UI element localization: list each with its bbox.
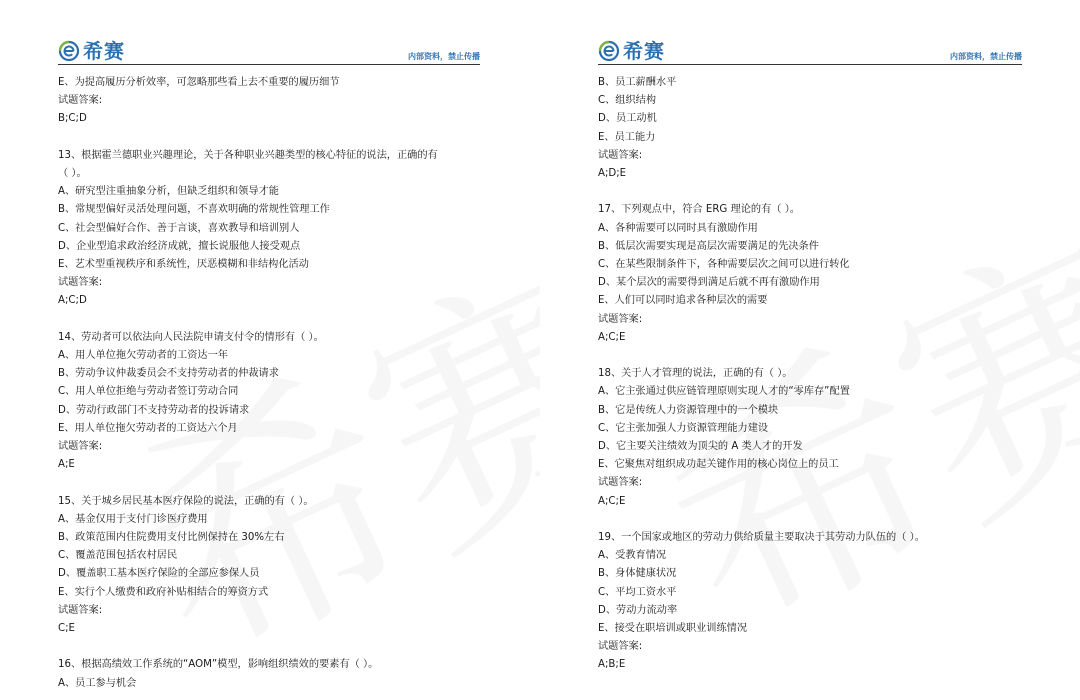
text-line: B、劳动争议仲裁委员会不支持劳动者的仲裁请求 [58, 368, 279, 380]
xisai-logo-icon [598, 40, 620, 62]
logo-text: 希赛 [83, 39, 125, 63]
text-line: A;D;E [598, 168, 627, 180]
text-line: A、员工参与机会 [58, 677, 137, 689]
text-line: B、员工薪酬水平 [598, 77, 677, 88]
logo [58, 38, 125, 64]
text-line: E、艺术型重视秩序和系统性，厌恶模糊和非结构化活动 [58, 259, 309, 271]
text-line: B、政策范围内住院费用支付比例保持在 30%左右 [58, 532, 285, 544]
text-line: D、员工动机 [598, 113, 657, 125]
text-line: 18、关于人才管理的说法，正确的有（ ）。 [598, 368, 793, 380]
confidential-tagline: 内部资料，禁止传播 [950, 52, 1022, 61]
page-header [58, 36, 480, 66]
text-line: C;E [58, 623, 75, 635]
text-line: 试题答案: [598, 313, 643, 325]
text-line: 试题答案: [58, 277, 103, 289]
text-line: E、人们可以同时追求各种层次的需要 [598, 295, 768, 307]
text-line: A、各种需要可以同时具有激励作用 [598, 222, 758, 234]
text-line: 试题答案: [598, 149, 643, 161]
text-line: E、员工能力 [598, 131, 656, 143]
paragraph-gap [598, 511, 1028, 529]
text-line: 15、关于城乡居民基本医疗保险的说法，正确的有（ ）。 [58, 495, 314, 507]
text-line: C、社会型偏好合作、善于言谈，喜欢教导和培训别人 [58, 222, 300, 234]
text-line: A;C;E [598, 495, 626, 507]
text-line: 试题答案: [598, 477, 643, 489]
text-line: B;C;D [58, 113, 87, 125]
logo [598, 38, 665, 64]
text-line: D、企业型追求政治经济成就，擅长说服他人接受观点 [58, 240, 301, 252]
text-line: B、它是传统人力资源管理中的一个模块 [598, 404, 779, 416]
text-line: A;C;E [598, 331, 626, 343]
text-line: B、低层次需要实现是高层次需要满足的先决条件 [598, 240, 819, 252]
text-line: A、用人单位拖欠劳动者的工资达一年 [58, 350, 228, 362]
text-line: B、身体健康状况 [598, 568, 677, 580]
paragraph-gap [58, 311, 488, 329]
text-line: A;B;E [598, 659, 626, 671]
text-line: 16、根据高绩效工作系统的“AOM”模型，影响组织绩效的要素有（ ）。 [58, 659, 379, 671]
text-line: A;C;D [58, 295, 87, 307]
text-line: 13、根据霍兰德职业兴趣理论，关于各种职业兴趣类型的核心特征的说法，正确的有 [58, 149, 438, 161]
text-line: A;E [58, 459, 75, 471]
text-line: C、平均工资水平 [598, 586, 677, 598]
logo-text: 希赛 [623, 39, 665, 63]
text-line: 17、下列观点中，符合 ERG 理论的有（ ）。 [598, 204, 800, 216]
text-line: E、用人单位拖欠劳动者的工资达六个月 [58, 422, 238, 434]
text-line: D、劳动行政部门不支持劳动者的投诉请求 [58, 404, 250, 416]
text-line: 试题答案: [598, 641, 643, 653]
paragraph-gap [58, 474, 488, 492]
text-line: 试题答案: [58, 604, 103, 616]
text-line: 19、一个国家或地区的劳动力供给质量主要取决于其劳动力队伍的（ ）。 [598, 532, 925, 544]
text-line: C、组织结构 [598, 95, 657, 107]
text-line: D、覆盖职工基本医疗保险的全部应参保人员 [58, 568, 260, 580]
page-header [598, 36, 1022, 66]
text-line: 试题答案: [58, 441, 103, 453]
right-page-content [598, 74, 1028, 675]
paragraph-gap [598, 183, 1028, 201]
paragraph-gap [598, 347, 1028, 365]
paragraph-gap [58, 638, 488, 656]
header-rule [598, 64, 1022, 65]
text-line: E、它聚焦对组织成功起关键作用的核心岗位上的员工 [598, 459, 839, 471]
header-rule [58, 64, 480, 65]
right-page [540, 0, 1080, 700]
text-line: （ ）。 [58, 168, 87, 179]
text-line: A、研究型注重抽象分析，但缺乏组织和领导才能 [58, 186, 279, 198]
text-line: A、受教育情况 [598, 550, 667, 562]
text-line: 试题答案: [58, 95, 103, 107]
xisai-logo-icon [58, 40, 80, 62]
text-line: A、它主张通过供应链管理原则实现人才的“零库存”配置 [598, 386, 850, 398]
text-line: E、实行个人缴费和政府补贴相结合的筹资方式 [58, 586, 269, 598]
text-line: D、劳动力流动率 [598, 604, 678, 616]
paragraph-gap [58, 129, 488, 147]
left-page-content [58, 74, 488, 693]
text-line: C、它主张加强人力资源管理能力建设 [598, 422, 769, 434]
text-line: D、它主要关注绩效为顶尖的 A 类人才的开发 [598, 441, 803, 453]
text-line: C、用人单位拒绝与劳动者签订劳动合同 [58, 386, 239, 398]
text-line: C、覆盖范围包括农村居民 [58, 550, 178, 562]
text-line: E、为提高履历分析效率，可忽略那些看上去不重要的履历细节 [58, 77, 340, 88]
text-line: C、在某些限制条件下，各种需要层次之间可以进行转化 [598, 259, 850, 271]
text-line: A、基金仅用于支付门诊医疗费用 [58, 513, 208, 525]
text-line: D、某个层次的需要得到满足后就不再有激励作用 [598, 277, 820, 289]
text-line: E、接受在职培训或职业训练情况 [598, 623, 748, 635]
confidential-tagline: 内部资料，禁止传播 [408, 52, 480, 61]
text-line: B、常规型偏好灵活处理问题，不喜欢明确的常规性管理工作 [58, 204, 330, 216]
text-line: 14、劳动者可以依法向人民法院申请支付令的情形有（ ）。 [58, 331, 324, 343]
